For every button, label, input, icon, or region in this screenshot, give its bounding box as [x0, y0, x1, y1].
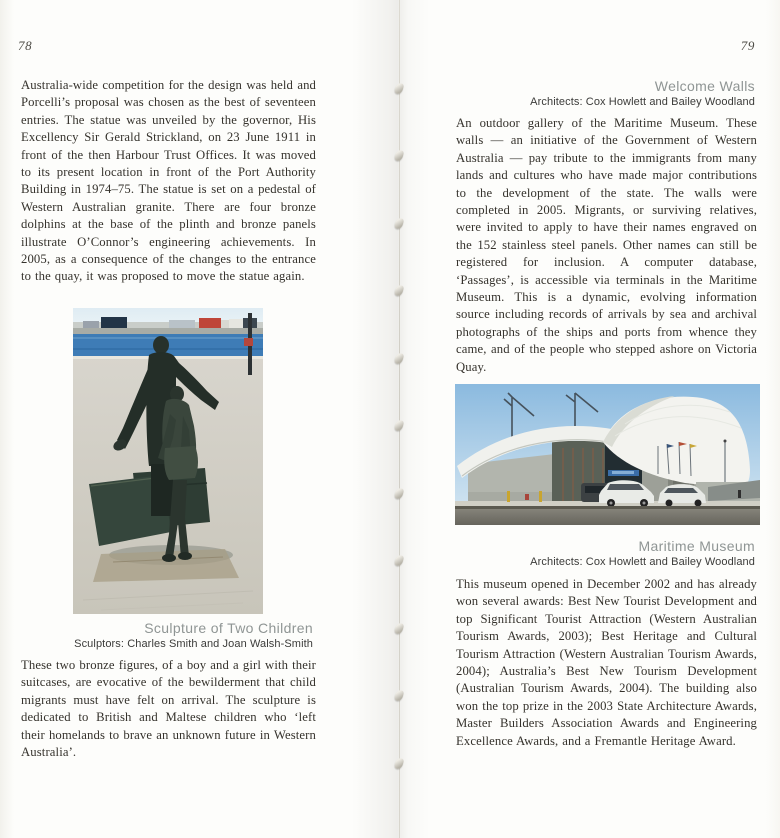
museum-title: Maritime Museum	[638, 538, 755, 554]
paragraph-maritime-museum: This museum opened in December 2002 and has already won several awards: Best New Tourist Development and top Significant Tourist Attraction (Western Australian Tourism Awards, 2003); Best Heritage and Cultural Tourism Attraction (Western Australian Tourism Awards, 2004); Australia’s Best New Tourism Development (Australian Tourism Awards, 2004). The building also won the top prize in the 2003 State Architecture Awards, Master Builders Association Awards and Engineering Excellence Awards, and a Fremantle Heritage Award.	[456, 577, 757, 748]
page-number-right: 79	[740, 38, 755, 53]
page-gutter-shadow	[352, 0, 430, 838]
museum-photo	[455, 384, 760, 525]
sculpture-caption-credit: Sculptors: Charles Smith and Joan Walsh-Smith	[74, 638, 313, 650]
paragraph-sculpture-description: These two bronze figures, of a boy and a girl with their suitcases, are evocative of the bewilderment that child migrants must have felt on arrival. The sculpture is dedicated to British and Maltese children who ‘left their homelands to brave an unknown future in Western Australia’.	[21, 658, 316, 760]
page-number-left: 78	[18, 38, 33, 53]
paragraph-welcome-walls: An outdoor gallery of the Maritime Museum. These walls — an initiative of the Government of Western Australia — pay tribute to the immigrants from many lands and cultures who have made major contributions to the development of the state. The walls were completed in 2005. Migrants, or surviving relatives, were invited to apply to have their names engraved on the 152 stainless steel panels. Other names can still be registered for inclusion. A computer database, ‘Passages’, is accessible via terminals in the Maritime Museum. This is a dynamic, evolving information source including records of arrivals by sea and archival photographs of the ships and ports from whence they came, and of the people who stepped ashore on Victoria Quay.	[456, 116, 757, 374]
museum-credit: Architects: Cox Howlett and Bailey Woodland	[530, 556, 755, 568]
welcome-walls-heading	[455, 78, 755, 108]
welcome-walls-credit: Architects: Cox Howlett and Bailey Woodland	[530, 96, 755, 108]
sculpture-caption	[21, 620, 313, 650]
museum-photo-art	[455, 384, 760, 525]
museum-heading	[455, 538, 755, 568]
sculpture-photo-art	[73, 308, 263, 614]
sculpture-caption-title: Sculpture of Two Children	[144, 620, 313, 636]
welcome-walls-title: Welcome Walls	[654, 78, 755, 94]
paragraph-statue-history: Australia-wide competition for the design was held and Porcelli’s proposal was chosen as the best of seventeen entries. The statue was unveiled by the governor, His Excellency Sir Gerald Strickland, on 23 June 1911 in front of the then Harbour Trust Offices. It was moved to its present location in front of the Port Authority Building in 1974–75. The statue is set on a pedestal of Western Australian granite. There are four bronze dolphins at the base of the plinth and bronze panels illustrate O’Connor’s engineering achievements. In 2005, as a consequence of the changes to the entrance to the quay, it was proposed to move the statue again.	[21, 78, 316, 284]
sculpture-photo	[73, 308, 263, 614]
page-gutter-edge	[399, 0, 400, 838]
